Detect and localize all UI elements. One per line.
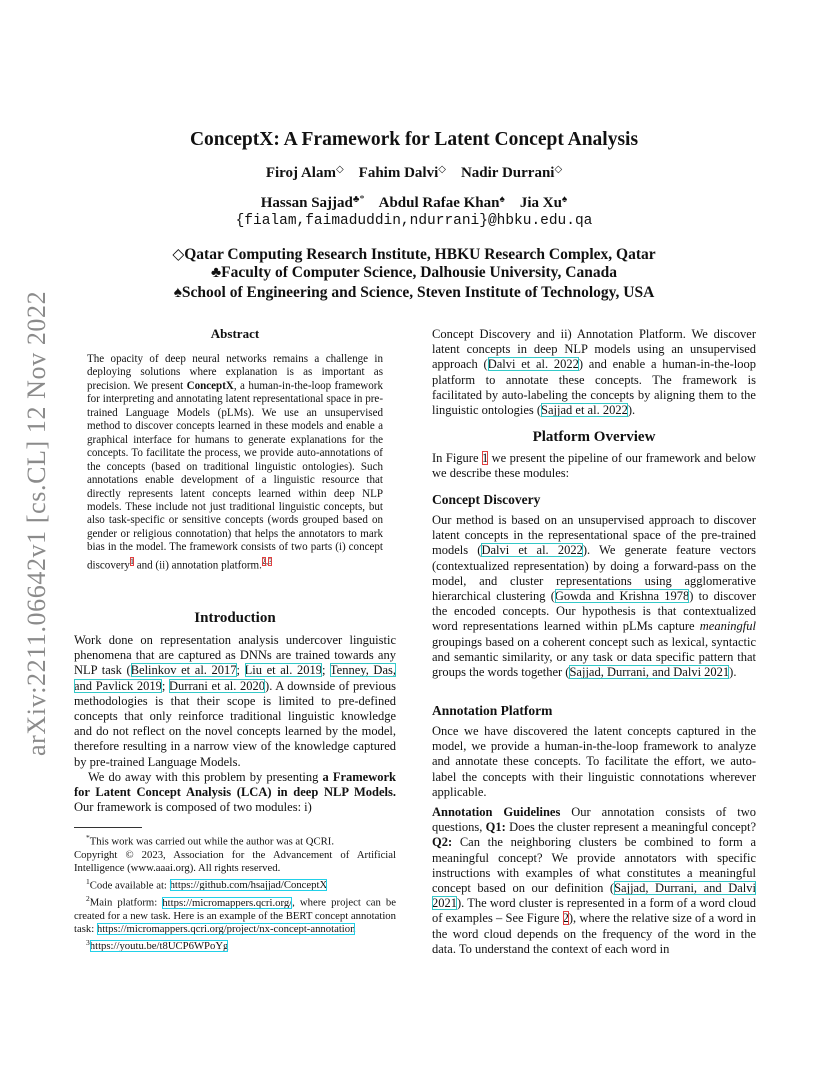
affiliation-mark: ◇ (335, 164, 344, 175)
arxiv-identifier: arXiv:2211.06642v1 [cs.CL] 12 Nov 2022 (22, 290, 51, 756)
introduction-body (74, 633, 396, 815)
paper-title: ConceptX: A Framework for Latent Concept Analysis (189, 129, 639, 150)
question-label: Q1: (485, 820, 506, 835)
footnote-link-1[interactable]: 1 (129, 556, 134, 566)
body-paragraph (432, 805, 756, 957)
intro-paragraph-2 (74, 770, 396, 816)
footnote-text: Code available at: (89, 879, 170, 892)
footnote-text: This work was carried out while the author was at QCRI. (89, 835, 335, 848)
author-name: Hassan Sajjad (260, 195, 353, 211)
affiliation-mark: ♣ (211, 264, 222, 281)
footnotes (74, 831, 396, 953)
citation-link[interactable]: Sajjad et al. 2022 (541, 403, 628, 418)
body-text: Concept Discovery and ii) Annotation Platform. We discover latent concepts in deep NLP models using an unsupervised approach ( (432, 327, 756, 372)
body-text: Our annotation consists of two questions, (432, 805, 756, 835)
citation-link[interactable]: Belinkov et al. 2017 (130, 663, 237, 678)
affiliation-mark: ◇ (438, 164, 446, 175)
affiliation-stevens (0, 284, 828, 302)
author-name: Abdul Rafae Khan (378, 195, 500, 211)
figure-link[interactable]: 1 (481, 451, 489, 465)
body-paragraph (432, 451, 756, 481)
intro-text: We do away with this problem by presenting (88, 769, 323, 784)
citation-link[interactable]: Liu et al. 2019 (244, 663, 323, 678)
annotation-task-url-link[interactable]: https://micromappers.qcri.org/project/nx-concept-annotation (96, 922, 356, 935)
affiliation-text: Faculty of Computer Science, Dalhousie University, Canada (221, 264, 617, 281)
author-line-2 (0, 194, 828, 212)
body-text: ). The word cluster is represented in a form of a word cloud of examples – See Figure (432, 896, 756, 926)
citation-link[interactable]: Dalvi et al. 2022 (487, 357, 579, 372)
annotation-platform-heading: Annotation Platform (432, 703, 553, 718)
copyright-notice: Copyright © 2023, Association for the Advancement of Artificial Intelligence (www.aaai.org). All rights reserved. (74, 848, 396, 874)
figure-link[interactable]: 2 (562, 911, 569, 926)
abstract-text: and (ii) annotation platform. (133, 559, 262, 572)
annotation-guidelines-body (432, 805, 756, 957)
citation-separator: ; (322, 663, 330, 678)
abstract-text: , a human-in-the-loop framework for interpreting and annotating latent representational space in pre-trained Language Models (pLMs). We use an unsupervised method to discover concepts learned in these models and enable a graphical interface for humans to generate explanations for the concepts. To facilitate the process, we provide auto-annotations of the concepts (based on traditional linguistic ontologies). Such annotations enable development of a linguistic resource that directly represents latent concepts learned within deep NLP models. These include not just traditional linguistic concepts, but also task-specific or sensitive concepts (words grouped based on gender or religious connotation) that helps the annotators to mark bias in the model. The framework consists of two parts (i) concept discovery (87, 379, 383, 572)
affiliation-mark: ♠ (173, 284, 182, 301)
body-text: groupings based on a coherent concept such as lexical, syntactic and semantic similarity, or any task or data specific pattern that groups the words together ( (432, 634, 756, 680)
footnote-mark: 2 (86, 894, 90, 904)
body-text: ). (627, 403, 636, 418)
citation-separator: ; (236, 663, 245, 678)
body-text: we present the pipeline of our framework and below we describe these modules: (432, 451, 756, 481)
affiliation-mark: ♠ (499, 194, 505, 205)
introduction-heading: Introduction (194, 610, 276, 626)
right-column-intro-continued (432, 327, 756, 418)
citation-link[interactable]: Sajjad, Durrani, and Dalvi 2021 (569, 665, 730, 680)
body-paragraph (432, 513, 756, 680)
platform-overview-heading: Platform Overview (532, 429, 656, 445)
emphasis-text: meaningful (699, 619, 756, 634)
footnote-star (74, 831, 396, 849)
body-text: Does the cluster represent a meaningful concept? (505, 820, 756, 835)
affiliation-qcri (0, 244, 828, 264)
platform-overview-body (432, 451, 756, 481)
concept-discovery-body (432, 513, 756, 680)
affiliation-text: School of Engineering and Science, Steven Institute of Technology, USA (181, 284, 655, 301)
footnote-text: Main platform: (89, 896, 163, 909)
abstract-heading: Abstract (210, 326, 260, 341)
concept-discovery-heading: Concept Discovery (432, 492, 541, 507)
annotation-platform-body (432, 724, 756, 800)
footnote-2 (74, 892, 396, 936)
intro-text: Our framework is composed of two modules: i) (74, 800, 312, 815)
author-name: Nadir Durrani (460, 165, 555, 181)
annotation-guidelines-heading: Annotation Guidelines (432, 805, 561, 819)
author-name: Jia Xu (519, 195, 562, 211)
intro-paragraph-1 (74, 633, 396, 770)
affiliation-mark: ♣* (352, 194, 365, 205)
citation-link[interactable]: Durrani et al. 2020 (169, 678, 266, 693)
code-url-link[interactable]: https://github.com/hsajjad/ConceptX (169, 879, 328, 892)
author-emails: {fialam,faimaduddin,ndurrani}@hbku.edu.qa (235, 213, 593, 229)
citation-link[interactable]: Dalvi et al. 2022 (481, 543, 583, 558)
footnote-3 (74, 936, 396, 954)
footnote-link-2[interactable]: 2 (261, 556, 266, 566)
author-line-1 (0, 164, 828, 182)
footnote-link-3[interactable]: 3 (268, 556, 273, 566)
footnote-mark: 1 (86, 876, 90, 886)
citation-link[interactable]: Gowda and Krishna 1978 (554, 589, 690, 604)
citation-link[interactable]: Sajjad, Durrani, and Dalvi 2021 (432, 881, 757, 911)
body-text: ). (729, 665, 737, 680)
body-text: ) to discover the encoded concepts. Our hypothesis is that contextualized word representations learned within pLMs capture (432, 589, 756, 634)
body-text: ), where the relative size of a word in the word cloud depends on the frequency of the word in the data. To understand the context of each word in (432, 911, 756, 956)
footnote-divider (74, 827, 142, 828)
author-name: Fahim Dalvi (358, 165, 439, 181)
body-text: Can the neighboring clusters be combined to form a meaningful concept? We provide annotators with specific instructions with examples of what constitutes a meaningful concept based on our definition ( (432, 835, 756, 896)
framework-name: ConceptX (186, 379, 234, 392)
body-text: Our method is based on an unsupervised approach to discover latent concepts in the representational space of the pre-trained models ( (432, 513, 756, 558)
author-name: Firoj Alam (265, 165, 336, 181)
intro-text: ). A downside of previous methodologies is that their scope is limited to pre-defined concepts that only reinforce traditional linguistic knowledge and do not reflect on the novel concepts learned by the model, therefore resulting in a narrow view of the knowledge captured by pre-trained Language Models. (74, 678, 396, 769)
body-paragraph: Once we have discovered the latent concepts captured in the model, we provide a human-in-the-loop framework to analyze and annotate these concepts. To facilitate the effort, we auto-label the concepts with their linguistic connotations wherever applicable. (432, 724, 756, 799)
affiliation-mark: ◇ (172, 246, 185, 263)
body-text: ). We generate feature vectors (contextualized representation) by doing a forward-pass on the model, and cluster representations using agglomerative hierarchical clustering ( (432, 543, 756, 604)
footnote-1 (74, 875, 396, 893)
body-text: In Figure (432, 451, 482, 465)
affiliation-dalhousie (0, 264, 828, 282)
intro-text: Work done on representation analysis undercover linguistic phenomena that are captured as DNNs are trained towards any NLP task ( (74, 633, 396, 678)
abstract-body: The opacity of deep neural networks remains a challenge in deploying solutions where explanation is as important as precision. We present ConceptX, a human-in-the-loop framework for interpreting and annotating latent representational space in pre-trained Language Models (pLMs). We use an unsupervised method to discover concepts learned in these models and enable a graphical interface for humans to generate explanations for the concepts. To facilitate the process, we provide auto-annotations of the concepts (based on traditional linguistic ontologies). Such annotations enable development of a linguistic resource that directly represents latent concepts learned within deep NLP models. These include not just traditional linguistic concepts, but also task-specific or sensitive concepts (words grouped based on gender or religious connotation) that helps the annotators to mark bias in the model. The framework consists of two parts (i) concept discovery$^1$ and (ii) annotation platform.$^{2,3}$ (87, 353, 383, 572)
footnote-mark: * (86, 833, 90, 842)
body-text: ) and enable a human-in-the-loop platform to annotate these concepts. The framework is facilitated by auto-labeling the concepts by aligning them to the linguistic ontologies ( (432, 357, 756, 418)
platform-url-link[interactable]: https://micromappers.qcri.org/ (162, 896, 293, 909)
affiliation-mark: ◇ (554, 164, 563, 175)
intro-emphasis: a Framework for Latent Concept Analysis (LCA) in deep NLP Models. (74, 769, 396, 800)
affiliation-mark: ♠ (561, 194, 568, 205)
affiliation-text: Qatar Computing Research Institute, HBKU Research Complex, Qatar (184, 246, 656, 263)
question-label: Q2: (432, 835, 453, 850)
footnote-text: , where project can be created for a new task. Here is an example of the BERT concept annotation task: (74, 896, 396, 935)
intro-paragraph-continued (432, 327, 756, 418)
video-url-link[interactable]: https://youtu.be/t8UCP6WPoYg (89, 940, 229, 953)
footnote-mark: 3 (86, 937, 90, 947)
abstract-text: The opacity of deep neural networks remains a challenge in deploying solutions where explanation is as important as precision. We present (87, 353, 383, 392)
citation-separator: ; (161, 678, 170, 693)
citation-link[interactable]: Tenney, Das, and Pavlick 2019 (74, 663, 396, 693)
